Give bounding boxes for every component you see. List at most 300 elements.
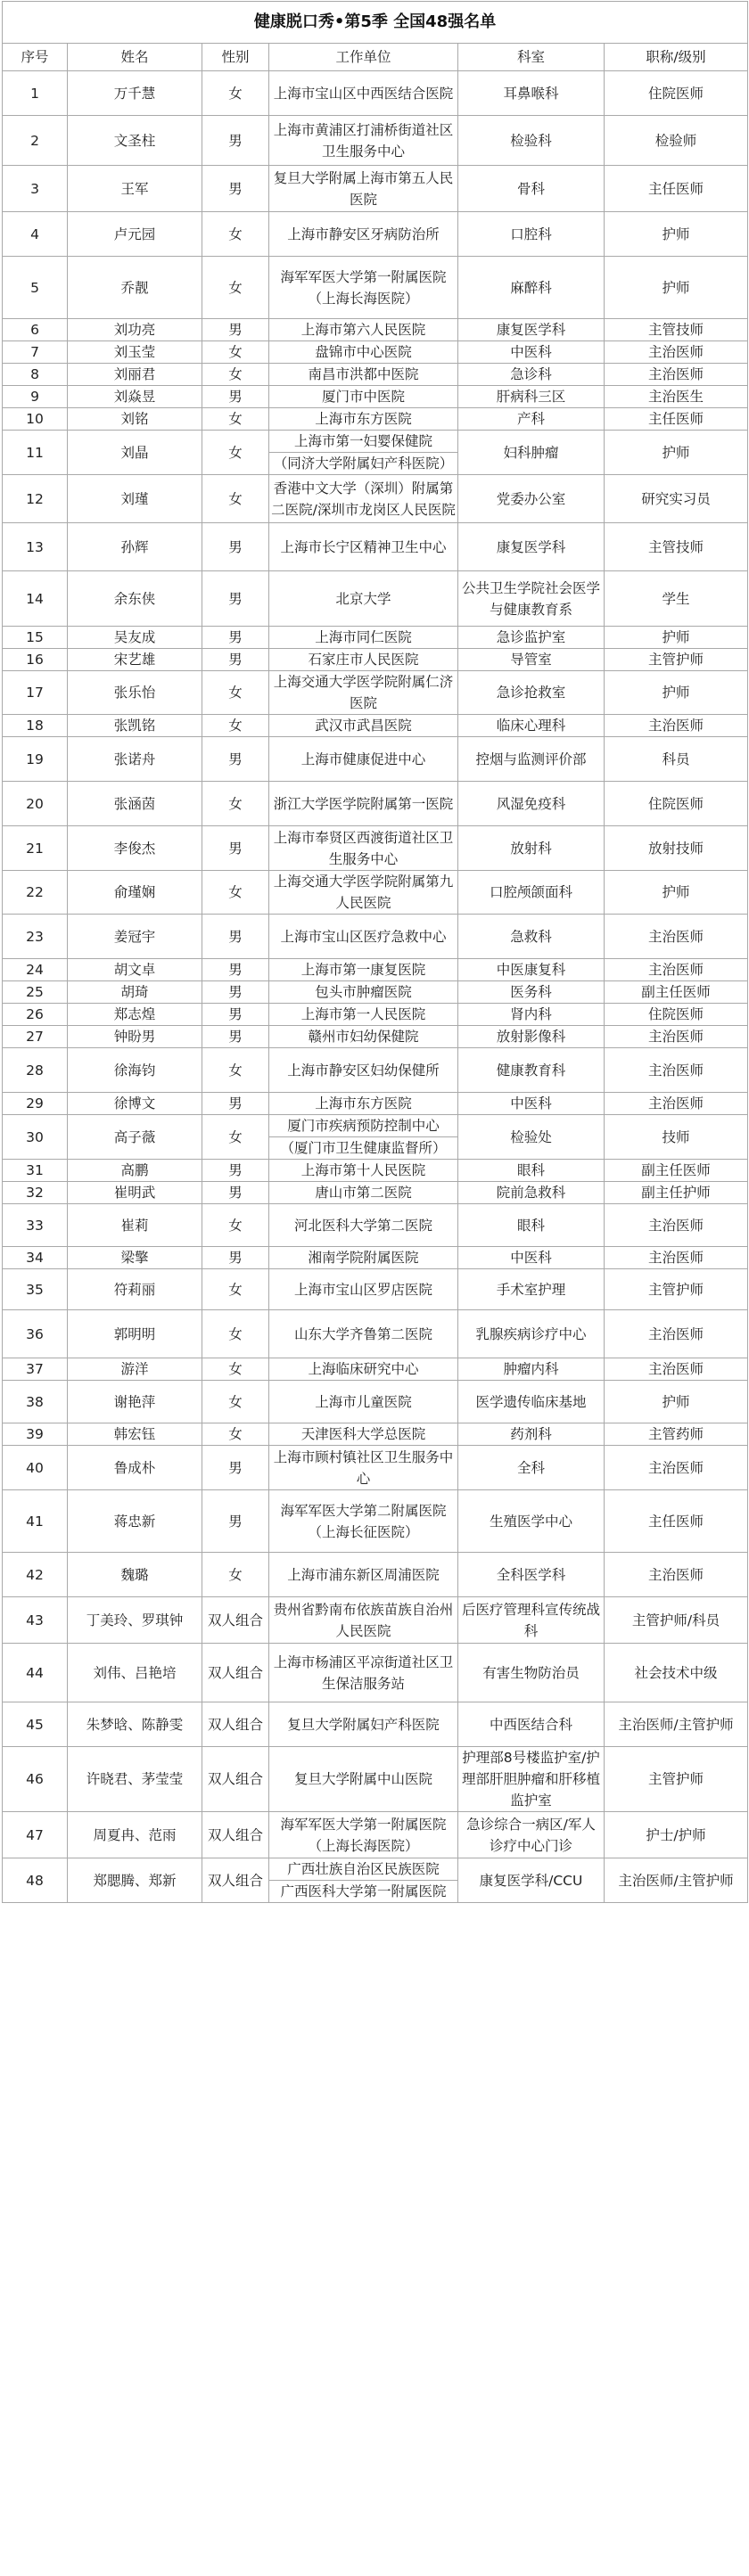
- row-title: 检验师: [605, 116, 748, 166]
- row-unit: 上海市浦东新区周浦医院: [269, 1553, 458, 1597]
- row-title: 主治医师: [605, 341, 748, 364]
- row-dept: 全科: [458, 1446, 605, 1490]
- row-gender: 男: [202, 386, 269, 408]
- table-row: [3, 627, 748, 649]
- table-row: [3, 981, 748, 1004]
- row-dept: 骨科: [458, 166, 605, 212]
- row-number: 26: [3, 1004, 68, 1026]
- row-dept: 中医科: [458, 341, 605, 364]
- row-name: 许晓君、茅莹莹: [68, 1747, 202, 1812]
- row-unit: 湘南学院附属医院: [269, 1247, 458, 1269]
- row-title: 主治医师: [605, 1310, 748, 1358]
- row-gender: 女: [202, 1204, 269, 1247]
- row-gender: 男: [202, 1093, 269, 1115]
- row-gender: 男: [202, 915, 269, 959]
- row-number: 30: [3, 1115, 68, 1160]
- row-unit: 上海市第一人民医院: [269, 1004, 458, 1026]
- row-unit: 上海交通大学医学院附属仁济医院: [269, 671, 458, 715]
- row-unit: 上海市长宁区精神卫生中心: [269, 523, 458, 571]
- row-title: 主治医师/主管护师: [605, 1702, 748, 1747]
- row-title: 学生: [605, 571, 748, 627]
- row-dept: 急诊监护室: [458, 627, 605, 649]
- page-title: 健康脱口秀•第5季 全国48强名单: [3, 2, 748, 44]
- row-number: 11: [3, 431, 68, 475]
- row-unit: 海军军医大学第一附属医院（上海长海医院）: [269, 1812, 458, 1858]
- row-name: 徐博文: [68, 1093, 202, 1115]
- table-row: [3, 826, 748, 871]
- row-title: 主管护师: [605, 649, 748, 671]
- table-row: [3, 1026, 748, 1048]
- row-number: 4: [3, 212, 68, 257]
- row-number: 13: [3, 523, 68, 571]
- row-number: 32: [3, 1182, 68, 1204]
- row-dept: 产科: [458, 408, 605, 431]
- row-unit-secondary: （同济大学附属妇产科医院）: [269, 453, 458, 475]
- row-number: 7: [3, 341, 68, 364]
- row-dept: 放射科: [458, 826, 605, 871]
- row-name: 高鹏: [68, 1160, 202, 1182]
- row-title: 主治医师: [605, 1026, 748, 1048]
- row-dept: 眼科: [458, 1160, 605, 1182]
- row-unit: 上海市杨浦区平凉街道社区卫生保洁服务站: [269, 1644, 458, 1702]
- row-dept: 妇科肿瘤: [458, 431, 605, 475]
- row-dept: 有害生物防治员: [458, 1644, 605, 1702]
- row-name: 梁擎: [68, 1247, 202, 1269]
- row-dept: 眼科: [458, 1204, 605, 1247]
- table-row: [3, 116, 748, 166]
- row-unit: 复旦大学附属妇产科医院: [269, 1702, 458, 1747]
- row-dept: 康复医学科/CCU: [458, 1858, 605, 1903]
- row-name: 郑腮腾、郑新: [68, 1858, 202, 1903]
- row-title: 主管技师: [605, 319, 748, 341]
- table-row: [3, 1858, 748, 1881]
- row-unit: 上海市东方医院: [269, 1093, 458, 1115]
- row-unit: 上海市健康促进中心: [269, 737, 458, 782]
- row-title: 住院医师: [605, 782, 748, 826]
- row-unit: 上海市宝山区罗店医院: [269, 1269, 458, 1310]
- row-title: 主治医师: [605, 715, 748, 737]
- row-dept: 护理部8号楼监护室/护理部肝胆肿瘤和肝移植监护室: [458, 1747, 605, 1812]
- row-gender: 男: [202, 523, 269, 571]
- row-dept: 院前急救科: [458, 1182, 605, 1204]
- row-number: 28: [3, 1048, 68, 1093]
- row-gender: 女: [202, 1381, 269, 1423]
- row-gender: 男: [202, 627, 269, 649]
- row-title: 护师: [605, 212, 748, 257]
- row-title: 副主任医师: [605, 1160, 748, 1182]
- row-unit: 贵州省黔南布依族苗族自治州人民医院: [269, 1597, 458, 1644]
- row-title: 主治医师: [605, 915, 748, 959]
- row-gender: 男: [202, 166, 269, 212]
- row-name: 刘铭: [68, 408, 202, 431]
- row-name: 万千慧: [68, 71, 202, 116]
- table-row: [3, 1423, 748, 1446]
- header-unit: 工作单位: [269, 44, 458, 71]
- row-dept: 健康教育科: [458, 1048, 605, 1093]
- row-gender: 双人组合: [202, 1747, 269, 1812]
- row-dept: 全科医学科: [458, 1553, 605, 1597]
- row-dept: 检验处: [458, 1115, 605, 1160]
- table-row: [3, 1182, 748, 1204]
- row-unit: 包头市肿瘤医院: [269, 981, 458, 1004]
- row-title: 主治医师: [605, 1446, 748, 1490]
- row-title: 主管技师: [605, 523, 748, 571]
- row-number: 44: [3, 1644, 68, 1702]
- row-gender: 双人组合: [202, 1812, 269, 1858]
- row-title: 社会技术中级: [605, 1644, 748, 1702]
- table-row: [3, 571, 748, 627]
- row-number: 47: [3, 1812, 68, 1858]
- row-number: 16: [3, 649, 68, 671]
- row-name: 张乐怡: [68, 671, 202, 715]
- row-unit: 厦门市中医院: [269, 386, 458, 408]
- row-title: 主治医师: [605, 1093, 748, 1115]
- row-title: 住院医师: [605, 1004, 748, 1026]
- table-row: [3, 1644, 748, 1702]
- row-gender: 双人组合: [202, 1597, 269, 1644]
- table-row: [3, 1160, 748, 1182]
- row-dept: 风湿免疫科: [458, 782, 605, 826]
- row-number: 5: [3, 257, 68, 319]
- row-unit: 海军军医大学第一附属医院（上海长海医院）: [269, 257, 458, 319]
- row-dept: 耳鼻喉科: [458, 71, 605, 116]
- row-dept: 口腔颅颌面科: [458, 871, 605, 915]
- row-unit: 石家庄市人民医院: [269, 649, 458, 671]
- row-title: 护师: [605, 257, 748, 319]
- row-dept: 肝病科三区: [458, 386, 605, 408]
- row-name: 卢元园: [68, 212, 202, 257]
- row-name: 魏璐: [68, 1553, 202, 1597]
- row-name: 谢艳萍: [68, 1381, 202, 1423]
- row-number: 19: [3, 737, 68, 782]
- table-row: [3, 212, 748, 257]
- row-gender: 女: [202, 431, 269, 475]
- row-title: 主管药师: [605, 1423, 748, 1446]
- table-row: [3, 1702, 748, 1747]
- row-gender: 女: [202, 1358, 269, 1381]
- row-title: 主治医生: [605, 386, 748, 408]
- row-number: 22: [3, 871, 68, 915]
- row-dept: 急诊抢救室: [458, 671, 605, 715]
- row-number: 41: [3, 1490, 68, 1553]
- row-gender: 男: [202, 1004, 269, 1026]
- table-row: [3, 71, 748, 116]
- row-dept: 控烟与监测评价部: [458, 737, 605, 782]
- row-unit: 上海市顾村镇社区卫生服务中心: [269, 1446, 458, 1490]
- row-gender: 男: [202, 571, 269, 627]
- header-dept: 科室: [458, 44, 605, 71]
- row-name: 符莉丽: [68, 1269, 202, 1310]
- header-name: 姓名: [68, 44, 202, 71]
- row-name: 崔明武: [68, 1182, 202, 1204]
- row-number: 36: [3, 1310, 68, 1358]
- row-name: 张涵茵: [68, 782, 202, 826]
- row-gender: 女: [202, 475, 269, 523]
- row-gender: 男: [202, 1160, 269, 1182]
- row-gender: 女: [202, 341, 269, 364]
- table-row: [3, 364, 748, 386]
- table-row: [3, 737, 748, 782]
- row-name: 高子薇: [68, 1115, 202, 1160]
- row-gender: 男: [202, 116, 269, 166]
- row-unit: 上海市宝山区医疗急救中心: [269, 915, 458, 959]
- row-title: 主任医师: [605, 1490, 748, 1553]
- row-unit: 复旦大学附属中山医院: [269, 1747, 458, 1812]
- row-number: 6: [3, 319, 68, 341]
- row-number: 48: [3, 1858, 68, 1903]
- row-unit: 上海交通大学医学院附属第九人民医院: [269, 871, 458, 915]
- row-number: 39: [3, 1423, 68, 1446]
- table-row: [3, 1553, 748, 1597]
- row-gender: 男: [202, 826, 269, 871]
- table-row: [3, 1115, 748, 1137]
- row-dept: 急诊科: [458, 364, 605, 386]
- row-unit: 南昌市洪都中医院: [269, 364, 458, 386]
- row-unit: 上海市宝山区中西医结合医院: [269, 71, 458, 116]
- row-title: 护士/护师: [605, 1812, 748, 1858]
- row-name: 刘丽君: [68, 364, 202, 386]
- table-row: [3, 1812, 748, 1858]
- row-number: 12: [3, 475, 68, 523]
- table-row: [3, 782, 748, 826]
- row-dept: 医务科: [458, 981, 605, 1004]
- row-gender: 女: [202, 1553, 269, 1597]
- row-number: 29: [3, 1093, 68, 1115]
- row-gender: 女: [202, 212, 269, 257]
- row-number: 24: [3, 959, 68, 981]
- row-dept: 肿瘤内科: [458, 1358, 605, 1381]
- row-number: 37: [3, 1358, 68, 1381]
- row-name: 胡文卓: [68, 959, 202, 981]
- row-unit: 赣州市妇幼保健院: [269, 1026, 458, 1048]
- table-row: [3, 1269, 748, 1310]
- row-gender: 女: [202, 1115, 269, 1160]
- row-name: 张凯铭: [68, 715, 202, 737]
- row-name: 钟盼男: [68, 1026, 202, 1048]
- row-number: 38: [3, 1381, 68, 1423]
- row-name: 徐海钧: [68, 1048, 202, 1093]
- row-title: 住院医师: [605, 71, 748, 116]
- header-no: 序号: [3, 44, 68, 71]
- row-dept: 公共卫生学院社会医学与健康教育系: [458, 571, 605, 627]
- table-row: [3, 1446, 748, 1490]
- row-gender: 女: [202, 871, 269, 915]
- row-gender: 女: [202, 71, 269, 116]
- table-row: [3, 649, 748, 671]
- row-title: 护师: [605, 671, 748, 715]
- row-name: 刘瑾: [68, 475, 202, 523]
- table-row: [3, 166, 748, 212]
- row-dept: 中医科: [458, 1247, 605, 1269]
- row-number: 33: [3, 1204, 68, 1247]
- table-row: [3, 341, 748, 364]
- row-gender: 女: [202, 1310, 269, 1358]
- row-title: 护师: [605, 627, 748, 649]
- row-number: 27: [3, 1026, 68, 1048]
- row-name: 刘功亮: [68, 319, 202, 341]
- row-name: 刘玉莹: [68, 341, 202, 364]
- row-dept: 放射影像科: [458, 1026, 605, 1048]
- row-title: 主管护师: [605, 1269, 748, 1310]
- table-row: [3, 257, 748, 319]
- row-number: 31: [3, 1160, 68, 1182]
- row-unit: 上海市东方医院: [269, 408, 458, 431]
- row-title: 主治医师: [605, 1204, 748, 1247]
- row-unit: 上海市同仁医院: [269, 627, 458, 649]
- table-row: [3, 1204, 748, 1247]
- row-name: 王军: [68, 166, 202, 212]
- row-number: 14: [3, 571, 68, 627]
- row-unit: 上海市第一妇婴保健院: [269, 431, 458, 453]
- row-name: 丁美玲、罗琪钟: [68, 1597, 202, 1644]
- row-gender: 女: [202, 671, 269, 715]
- row-unit: 唐山市第二医院: [269, 1182, 458, 1204]
- row-dept: 肾内科: [458, 1004, 605, 1026]
- table-row: [3, 1093, 748, 1115]
- table-row: [3, 431, 748, 453]
- row-dept: 中西医结合科: [458, 1702, 605, 1747]
- row-gender: 男: [202, 1490, 269, 1553]
- row-dept: 口腔科: [458, 212, 605, 257]
- table-row: [3, 1310, 748, 1358]
- row-gender: 男: [202, 1446, 269, 1490]
- row-number: 9: [3, 386, 68, 408]
- row-unit: 上海市儿童医院: [269, 1381, 458, 1423]
- table-row: [3, 871, 748, 915]
- row-gender: 双人组合: [202, 1702, 269, 1747]
- row-dept: 乳腺疾病诊疗中心: [458, 1310, 605, 1358]
- row-title: 护师: [605, 871, 748, 915]
- row-gender: 男: [202, 1182, 269, 1204]
- row-number: 2: [3, 116, 68, 166]
- row-name: 郑志煌: [68, 1004, 202, 1026]
- row-unit: 上海市黄浦区打浦桥街道社区卫生服务中心: [269, 116, 458, 166]
- row-title: 主治医师: [605, 1358, 748, 1381]
- row-name: 游洋: [68, 1358, 202, 1381]
- row-name: 李俊杰: [68, 826, 202, 871]
- row-name: 姜冠宇: [68, 915, 202, 959]
- row-number: 15: [3, 627, 68, 649]
- row-title: 主治医师: [605, 364, 748, 386]
- row-dept: 中医科: [458, 1093, 605, 1115]
- row-name: 胡琦: [68, 981, 202, 1004]
- row-number: 10: [3, 408, 68, 431]
- row-dept: 生殖医学中心: [458, 1490, 605, 1553]
- row-unit: 上海市静安区妇幼保健所: [269, 1048, 458, 1093]
- row-number: 46: [3, 1747, 68, 1812]
- row-number: 1: [3, 71, 68, 116]
- row-gender: 男: [202, 981, 269, 1004]
- row-dept: 急救科: [458, 915, 605, 959]
- row-number: 35: [3, 1269, 68, 1310]
- row-name: 孙辉: [68, 523, 202, 571]
- row-number: 23: [3, 915, 68, 959]
- row-name: 宋艺雄: [68, 649, 202, 671]
- row-number: 8: [3, 364, 68, 386]
- table-row: [3, 959, 748, 981]
- row-unit-secondary: 广西医科大学第一附属医院: [269, 1881, 458, 1903]
- row-dept: 手术室护理: [458, 1269, 605, 1310]
- table-row: [3, 1247, 748, 1269]
- table-row: [3, 715, 748, 737]
- row-name: 崔莉: [68, 1204, 202, 1247]
- header-gender: 性别: [202, 44, 269, 71]
- row-dept: 党委办公室: [458, 475, 605, 523]
- row-name: 吴友成: [68, 627, 202, 649]
- roster-sheet: [0, 1, 749, 2576]
- row-name: 韩宏钰: [68, 1423, 202, 1446]
- table-row: [3, 915, 748, 959]
- row-title: 主治医师: [605, 1247, 748, 1269]
- table-row: [3, 1358, 748, 1381]
- row-unit: 复旦大学附属上海市第五人民医院: [269, 166, 458, 212]
- row-title: 科员: [605, 737, 748, 782]
- table-row: [3, 475, 748, 523]
- row-gender: 男: [202, 319, 269, 341]
- row-name: 刘焱昱: [68, 386, 202, 408]
- row-dept: 药剂科: [458, 1423, 605, 1446]
- table-row: [3, 1597, 748, 1644]
- row-gender: 男: [202, 649, 269, 671]
- row-title: 主治医师/主管护师: [605, 1858, 748, 1903]
- row-unit: 广西壮族自治区民族医院: [269, 1858, 458, 1881]
- row-unit: 浙江大学医学院附属第一医院: [269, 782, 458, 826]
- row-unit: 上海市静安区牙病防治所: [269, 212, 458, 257]
- table-row: [3, 319, 748, 341]
- table-row: [3, 671, 748, 715]
- row-unit: 上海市第六人民医院: [269, 319, 458, 341]
- row-unit: 武汉市武昌医院: [269, 715, 458, 737]
- table-row: [3, 1381, 748, 1423]
- row-unit: 上海市第一康复医院: [269, 959, 458, 981]
- row-number: 20: [3, 782, 68, 826]
- row-title: 主任医师: [605, 408, 748, 431]
- header-title: 职称/级别: [605, 44, 748, 71]
- row-dept: 临床心理科: [458, 715, 605, 737]
- row-gender: 女: [202, 715, 269, 737]
- row-name: 刘晶: [68, 431, 202, 475]
- row-unit: 上海市奉贤区西渡街道社区卫生服务中心: [269, 826, 458, 871]
- row-title: 主管护师/科员: [605, 1597, 748, 1644]
- row-name: 乔靓: [68, 257, 202, 319]
- row-gender: 男: [202, 1026, 269, 1048]
- row-number: 43: [3, 1597, 68, 1644]
- table-row: [3, 1048, 748, 1093]
- table-row: [3, 408, 748, 431]
- row-number: 40: [3, 1446, 68, 1490]
- row-dept: 检验科: [458, 116, 605, 166]
- row-title: 副主任护师: [605, 1182, 748, 1204]
- row-unit: 天津医科大学总医院: [269, 1423, 458, 1446]
- row-gender: 双人组合: [202, 1858, 269, 1903]
- row-name: 蒋忠新: [68, 1490, 202, 1553]
- row-number: 34: [3, 1247, 68, 1269]
- row-title: 研究实习员: [605, 475, 748, 523]
- row-dept: 医学遗传临床基地: [458, 1381, 605, 1423]
- row-number: 42: [3, 1553, 68, 1597]
- row-unit: 河北医科大学第二医院: [269, 1204, 458, 1247]
- row-number: 25: [3, 981, 68, 1004]
- row-gender: 女: [202, 1269, 269, 1310]
- table-row: [3, 523, 748, 571]
- row-title: 主治医师: [605, 1553, 748, 1597]
- row-gender: 女: [202, 257, 269, 319]
- row-dept: 康复医学科: [458, 319, 605, 341]
- row-title: 主治医师: [605, 959, 748, 981]
- row-gender: 女: [202, 1423, 269, 1446]
- row-unit: 厦门市疾病预防控制中心: [269, 1115, 458, 1137]
- row-gender: 男: [202, 1247, 269, 1269]
